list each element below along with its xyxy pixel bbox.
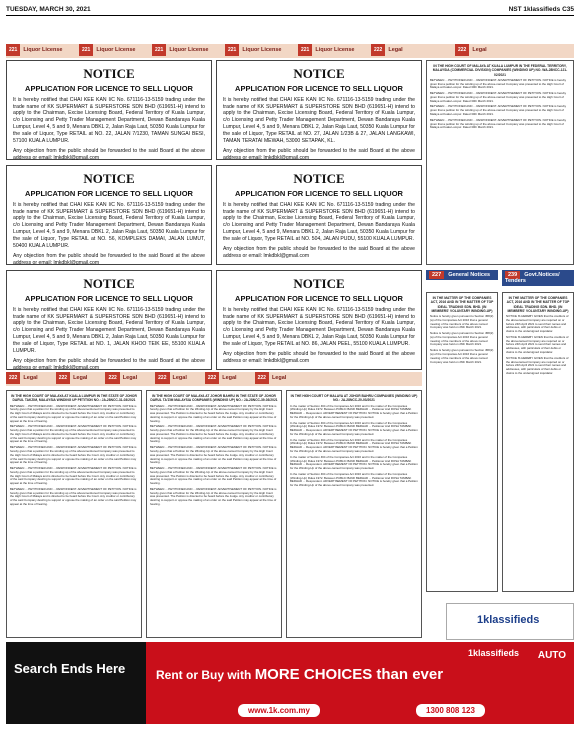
legal-bar xyxy=(6,372,422,386)
notice-body: It is hereby notified that CHAI KEE KAN I/C No. 671116-13-5159 trading under the trade name of KK SUPERMART & SUPERSTORE SDN BHD (619651-H) intend to apply to the Chairman, Excise Licensing Board, Federal Territory of Kuala Lumpur, c/o Licensing and Petty Trader Management Department, Dewan Bandaraya Kuala Lumpur, Level 4, 5 and 9, Menara DBKL 2, Jalan Raja Laut, 50350 Kuala Lumpur for the sale of Liquor, Type RETAIL at NO. 22, JALAN 7/1230, TAMAN SUNGAI BESI, 57100 KUALA LUMPUR. xyxy=(13,96,205,144)
notice-title: IN THE MATTER OF THE COMPANIES ACT, 2016 AND IN THE MATTER OF TOP IDEAL TRADING SDN. BHD. (IN MEMBERS' VOLUNTARY WINDING-UP) xyxy=(506,296,570,313)
notice-subheading: APPLICATION FOR LICENCE TO SELL LIQUOR xyxy=(235,83,403,93)
legal-text: BETWEEN ... PETITIONER AND ... RESPONDENT. ADVERTISEMENT OF PETITION. NOTICE is hereby given that a Petition for the Winding-Up of the above-named Company by the High Court was presented. The Petition is directed to be heard before the Judge. Any creditor or contributory desiring to support or oppose the making of an order on the said Petition may appear at the time of hearing. xyxy=(150,466,277,486)
category-label: Liquor License xyxy=(315,47,355,53)
notice-body: It is hereby notified that CHAI KEE KAN I/C No. 671116-13-5159 trading under the trade name of KK SUPERMART & SUPERSTORE SDN BHD (619651-H) intend to apply to the Chairman, Excise Licensing Board, Federal Territory of Kuala Lumpur, c/o Licensing and Petty Trader Management Department, Dewan Bandaraya Kuala Lumpur, Level 4, 5 and 9, Menara DBKL 2, Jalan Raja Laut, 50350 Kuala Lumpur for the sale of Liquor, Type RETAIL at NO. 1, JALAN KHOO TEIK EE, 55100 KUALA LUMPUR. xyxy=(13,306,205,354)
category-item xyxy=(298,44,361,56)
liquor-notice xyxy=(216,165,422,265)
auto-label: AUTO xyxy=(537,650,566,661)
section-label: General Notices xyxy=(448,272,491,278)
category-code: 221 xyxy=(298,44,312,56)
notice-text: NOTICE IS HEREBY GIVEN that the creditors of the abovenamed Company are required on or before 24th April 2021 to send their names and addresses, with particulars of their debts or claims to the undersigned Liquidator. xyxy=(506,334,569,355)
legal-text: BETWEEN ... PETITIONER AND ... RESPONDENT. ADVERTISEMENT OF PETITION. NOTICE is hereby given that a petition for the winding up of the above-named Company was presented to the High Court of Malaya at Kuala Lumpur. Dated 30th March 2021. xyxy=(430,91,567,103)
legal-code: 222 xyxy=(205,372,219,384)
auto-banner-ad[interactable] xyxy=(6,642,574,724)
legal-title: IN THE HIGH COURT OF MALAYA AT KUALA LUMPUR IN THE FEDERAL TERRITORY, MALAYSIA (COMMERCIAL DIVISION) COMPANIES (WINDING UP) NO. WA-28NCC-121-02/2021 xyxy=(432,64,568,77)
notice-text: Notice is hereby given pursuant to Section 458(2)(a) of the Companies Act 2016 that a general meeting of the members of the above named Company was held on 26th March 2021. xyxy=(430,331,494,347)
notice-heading: NOTICE xyxy=(293,66,345,81)
legal-text: In the matter of Section 464 of the Companies Act 2016 and In the matter of the Companies (Winding-Up) Rules 1972. Between PUBLIC BANK BERHAD ... Petitioner And ROSA TAMBAK BERHAD ... Respondent. ADVERTISEMENT OF PETITION. NOTICE is hereby given that a Petition for the Winding-Up of the above-named Company was presented. xyxy=(290,420,418,436)
notice-body: It is hereby notified that CHAI KEE KAN I/C No. 671116-13-5159 trading under the trade name of KK SUPERMART & SUPERSTORE SDN BHD (619651-H) intend to apply to the Chairman, Excise Licensing Board, Federal Territory of Kuala Lumpur, c/o Licensing and Petty Trader Management Department, Dewan Bandaraya Kuala Lumpur, Level 4, 5 and 9, Menara DBKL 2, Jalan Raja Laut, 50350 Kuala Lumpur for the sale of Liquor, Type RETAIL at NO. 86, JALAN PEEL, 55100 KUALA LUMPUR. xyxy=(223,306,415,348)
legal-title: IN THE HIGH COURT OF MALAYA AT JOHOR BAHRU IN THE STATE OF JOHOR DARUL TA'ZIM MALAYSIA COMPANIES (WINDING UP) NO.: JA-28NCC-39-03/2021 xyxy=(150,394,278,403)
category-label: Liquor License xyxy=(23,47,63,53)
notice-heading: NOTICE xyxy=(83,171,135,186)
notice-heading: NOTICE xyxy=(83,276,135,291)
legal-bar-item xyxy=(255,372,287,384)
notice-title: IN THE MATTER OF THE COMPANIES ACT, 2016 AND IN THE MATTER OF TOP IDEAL TRADING SDN. BHD. (IN MEMBERS' VOLUNTARY WINDING-UP) xyxy=(430,296,494,313)
notice-body: It is hereby notified that CHAI KEE KAN I/C No. 671116-13-5159 trading under the trade name of KK SUPERMART & SUPERSTORE SDN BHD (619651-H) intend to apply to the Chairman, Excise Licensing Board, Federal Territory of Kuala Lumpur, c/o Licensing and Petty Trader Management Department, Dewan Bandaraya Kuala Lumpur, Level 4, 5 and 9, Menara DBKL 2, Jalan Raja Laut, 50350 Kuala Lumpur for the sale of Liquor, Type RETAIL at NO. 27, JALAN 1/23B & 27, JALAN LANGKAWI, TAMAN TERATAI MEWAH, 53000 SETAPAK, KL. xyxy=(223,96,415,144)
liquor-notice xyxy=(216,270,422,370)
legal-text: BETWEEN ... PETITIONER AND ... RESPONDENT. ADVERTISEMENT OF PETITION. NOTICE is hereby given that a petition for the winding up of the above-named Company was presented to the High Court of Malaya at Kuala Lumpur. Dated 30th March 2021. xyxy=(430,104,567,116)
legal-text: BETWEEN ... PETITIONER AND ... RESPONDENT. ADVERTISEMENT OF PETITION. NOTICE is hereby given that a petition for the winding up of the abovementioned Company was presented to the High Court of Malaya and is directed to be heard before the Court. Any creditor or contributory of the said Company desiring to support or oppose the making of an order on the said Petition may appear at the time of hearing. xyxy=(10,424,137,444)
section-govt-notices xyxy=(502,270,574,286)
notice-heading: NOTICE xyxy=(293,276,345,291)
legal-code: 222 xyxy=(56,372,70,384)
notice-subheading: APPLICATION FOR LICENCE TO SELL LIQUOR xyxy=(25,293,193,303)
notice-body: It is hereby notified that CHAI KEE KAN I/C No. 671116-13-5159 trading under the trade name of KK SUPERMART & SUPERSTORE SDN BHD (619651-H) intend to apply to the Chairman, Excise Licensing Board, Federal Territory of Kuala Lumpur, c/o Licensing and Petty Trader Management Department, Dewan Bandaraya Kuala Lumpur, Level 4, 5 and 9, Menara DBKL 2, Jalan Raja Laut, 50350 Kuala Lumpur for the sale of Liquor, Type RETAIL at NO. 504, JALAN PUDU, 55100 KUALA LUMPUR. xyxy=(223,201,415,243)
category-code: 221 xyxy=(79,44,93,56)
legal-label: Legal xyxy=(73,375,88,381)
liquor-notice xyxy=(6,270,212,370)
legal-code: 222 xyxy=(255,372,269,384)
legal-text: In the matter of Section 464 of the Companies Act 2016 and In the matter of the Companies (Winding-Up) Rules 1972. Between PUBLIC BANK BERHAD ... Petitioner And ROSA TAMBAK BERHAD ... Respondent. ADVERTISEMENT OF PETITION. NOTICE is hereby given that a Petition for the Winding-Up of the above-named Company was presented. xyxy=(290,437,418,453)
legal-text: BETWEEN ... PETITIONER AND ... RESPONDENT. ADVERTISEMENT OF PETITION. NOTICE is hereby given that a petition for the winding up of the above-named Company was presented to the High Court of Malaya at Kuala Lumpur. Dated 30th March 2021. xyxy=(430,117,567,130)
legal-text: BETWEEN ... PETITIONER AND ... RESPONDENT. ADVERTISEMENT OF PETITION. NOTICE is hereby given that a Petition for the Winding-Up of the above-named Company by the High Court was presented. The Petition is directed to be heard before the Judge. Any creditor or contributory desiring to support or oppose the making of an order on the said Petition may appear at the time of hearing. xyxy=(150,445,277,465)
legal-label: Legal xyxy=(271,375,287,381)
section-code: 227 xyxy=(429,271,444,279)
category-label: Liquor License xyxy=(96,47,136,53)
legal-bar-item xyxy=(56,372,88,384)
legal-text: In the matter of Section 464 of the Companies Act 2016 and In the matter of the Companies (Winding-Up) Rules 1972. Between PUBLIC BANK BERHAD ... Petitioner And ROSA TAMBAK BERHAD ... Respondent. ADVERTISEMENT OF PETITION. NOTICE is hereby given that a Petition for the Winding-Up of the above-named Company was presented. xyxy=(290,471,418,488)
notice-heading: NOTICE xyxy=(293,171,345,186)
category-code: 221 xyxy=(225,44,239,56)
banner-logo: 1klassifieds xyxy=(468,648,520,658)
legal-text: BETWEEN ... PETITIONER AND ... RESPONDENT. ADVERTISEMENT OF PETITION. NOTICE is hereby given that a Petition for the Winding-Up of the above-named Company by the High Court was presented. The Petition is directed to be heard before the Judge. Any creditor or contributory desiring to support or oppose the making of an order on the said Petition may appear at the time of hearing. xyxy=(150,403,277,423)
category-item xyxy=(225,44,288,56)
legal-text: BETWEEN ... PETITIONER AND ... RESPONDENT. ADVERTISEMENT OF PETITION. NOTICE is hereby given that a petition for the winding up of the above-named Company was presented to the High Court of Malaya at Kuala Lumpur. Dated 30th March 2021. xyxy=(430,77,567,90)
legal-label: Legal xyxy=(122,375,138,381)
general-notice-2 xyxy=(502,292,574,592)
website-link[interactable]: www.1k.com.my xyxy=(238,704,320,717)
legal-text: BETWEEN ... PETITIONER AND ... RESPONDENT. ADVERTISEMENT OF PETITION. NOTICE is hereby given that a Petition for the Winding-Up of the above-named Company by the High Court was presented. The Petition is directed to be heard before the Judge. Any creditor or contributory desiring to support or oppose the making of an order on the said Petition may appear at the time of hearing. xyxy=(150,486,277,506)
general-notice-1 xyxy=(426,292,498,592)
category-code: 221 xyxy=(6,44,20,56)
legal-label: Legal xyxy=(172,375,187,381)
search-ends-here: Search Ends Here xyxy=(6,642,146,724)
notice-subheading: APPLICATION FOR LICENCE TO SELL LIQUOR xyxy=(25,188,193,198)
legal-column xyxy=(6,390,142,638)
section-general-notices xyxy=(426,270,498,280)
legal-column xyxy=(286,390,422,638)
legal-code: 222 xyxy=(155,372,169,384)
page-label: NST 1klassifieds C35 xyxy=(508,6,574,13)
notice-text: Notice is hereby given pursuant to Section 458(2)(a) of the Companies Act 2016 that a general meeting of the members of the above named Company was held on 26th March 2021. xyxy=(430,348,494,364)
notice-text: NOTICE IS HEREBY GIVEN that the creditors of the abovenamed Company are required on or before 24th April 2021 to send their names and addresses, with particulars of their debts or claims to the undersigned Liquidator. xyxy=(506,355,569,375)
legal-bar-item xyxy=(6,372,38,384)
category-label: Legal xyxy=(472,47,487,53)
klassifieds-logo: 1klassifieds xyxy=(477,614,540,626)
category-code: 222 xyxy=(455,44,469,56)
legal-text: BETWEEN ... PETITIONER AND ... RESPONDENT. ADVERTISEMENT OF PETITION. NOTICE is hereby given that a Petition for the Winding-Up of the above-named Company by the High Court was presented. The Petition is directed to be heard before the Judge. Any creditor or contributory desiring to support or oppose the making of an order on the said Petition may appear at the time of hearing. xyxy=(150,424,277,444)
category-label: Liquor License xyxy=(242,47,282,53)
legal-notice-right xyxy=(426,60,574,265)
legal-title: IN THE HIGH COURT OF MALAYA AT KUALA LUMPUR IN THE STATE OF JOHOR DARUL TAKZIM, MALAYSIA WINDING UP PETITION NO.: JA-28NCC-31-03/2021 xyxy=(11,394,137,403)
section-code: 239 xyxy=(505,271,520,279)
liquor-notice xyxy=(6,165,212,265)
legal-text: In the matter of Section 464 of the Companies Act 2016 and In the matter of the Companies (Winding-Up) Rules 1972. Between PUBLIC BANK BERHAD ... Petitioner And ROSA TAMBAK BERHAD ... Respondent. ADVERTISEMENT OF PETITION. NOTICE is hereby given that a Petition for the Winding-Up of the above-named Company was presented. xyxy=(290,454,418,471)
category-code: 221 xyxy=(152,44,166,56)
notice-subheading: APPLICATION FOR LICENCE TO SELL LIQUOR xyxy=(235,293,403,303)
rent-buy-text xyxy=(156,666,443,683)
category-label: Legal xyxy=(388,47,403,53)
notice-subheading: APPLICATION FOR LICENCE TO SELL LIQUOR xyxy=(235,188,403,198)
notice-subheading: APPLICATION FOR LICENCE TO SELL LIQUOR xyxy=(25,83,193,93)
legal-bar-item xyxy=(105,372,137,384)
issue-date: TUESDAY, MARCH 30, 2021 xyxy=(6,6,91,13)
notice-body: It is hereby notified that CHAI KEE KAN I/C No. 671116-13-5159 trading under the trade name of KK SUPERMART & SUPERSTORE SDN BHD (619651-H) intend to apply to the Chairman, Excise Licensing Board, Federal Territory of Kuala Lumpur, c/o Licensing and Petty Trader Management Department, Dewan Bandaraya Kuala Lumpur, Level 4, 5 and 9, Menara DBKL 2, Jalan Raja Laut, 50350 Kuala Lumpur for the sale of Liquor, Type RETAIL at NO. 56, KOMPLEKS DAMAI, JALAN LUMUT, 50400 KUALA LUMPUR. xyxy=(13,201,205,249)
legal-bar-item xyxy=(155,372,187,384)
legal-text: BETWEEN ... PETITIONER AND ... RESPONDENT. ADVERTISEMENT OF PETITION. NOTICE is hereby given that a petition for the winding up of the abovementioned Company was presented to the High Court of Malaya and is directed to be heard before the Court. Any creditor or contributory of the said Company desiring to support or oppose the making of an order on the said Petition may appear at the time of hearing. xyxy=(10,403,137,423)
section-label: Govt.Notices/ Tenders xyxy=(505,272,560,284)
category-code: 222 xyxy=(371,44,385,56)
page-header xyxy=(6,4,574,16)
rent-label: Rent or Buy with xyxy=(156,668,252,682)
legal-code: 222 xyxy=(105,372,119,384)
category-item xyxy=(152,44,215,56)
legal-label: Legal xyxy=(23,375,38,381)
legal-text: BETWEEN ... PETITIONER AND ... RESPONDENT. ADVERTISEMENT OF PETITION. NOTICE is hereby given that a petition for the winding up of the abovementioned Company was presented to the High Court of Malaya and is directed to be heard before the Court. Any creditor or contributory of the said Company desiring to support or oppose the making of an order on the said Petition may appear at the time of hearing. xyxy=(10,486,137,506)
category-label: Liquor License xyxy=(169,47,209,53)
category-item xyxy=(79,44,142,56)
category-item xyxy=(6,44,69,56)
notice-footer: Any objection from the public should be forwarded to the said Board at the above address or email: lmkdbkl@gmail.com xyxy=(223,350,415,364)
legal-text: BETWEEN ... PETITIONER AND ... RESPONDENT. ADVERTISEMENT OF PETITION. NOTICE is hereby given that a petition for the winding up of the abovementioned Company was presented to the High Court of Malaya and is directed to be heard before the Court. Any creditor or contributory of the said Company desiring to support or oppose the making of an order on the said Petition may appear at the time of hearing. xyxy=(10,466,137,486)
legal-bar-item xyxy=(205,372,237,384)
liquor-notice xyxy=(6,60,212,160)
notice-text: Notice is hereby given pursuant to Section 458(2)(a) of the Companies Act 2016 that a general meeting of the members of the above named Company was held on 26th March 2021. xyxy=(430,314,494,330)
legal-label: Legal xyxy=(222,375,237,381)
legal-text: In the matter of Section 464 of the Companies Act 2016 and In the matter of the Companies (Winding-Up) Rules 1972. Between PUBLIC BANK BERHAD ... Petitioner And ROSA TAMBAK BERHAD ... Respondent. ADVERTISEMENT OF PETITION. NOTICE is hereby given that a Petition for the Winding-Up of the above-named Company was presented. xyxy=(290,403,418,419)
category-bar xyxy=(6,44,574,58)
legal-column xyxy=(146,390,282,638)
phone-number[interactable]: 1300 808 123 xyxy=(416,704,485,717)
notice-footer: Any objection from the public should be forwarded to the said Board at the above address or email: lmkdbkl@gmail.com xyxy=(223,147,415,161)
klassifieds-ad[interactable] xyxy=(446,603,574,640)
category-item xyxy=(371,44,445,56)
notice-text: NOTICE IS HEREBY GIVEN that the creditors of the abovenamed Company are required on or before 24th April 2021 to send their names and addresses, with particulars of their debts or claims to the undersigned Liquidator. xyxy=(506,314,569,334)
notice-footer: Any objection from the public should be forwarded to the said Board at the above address or email: lmkdbkl@gmail.com xyxy=(13,147,205,161)
legal-code: 222 xyxy=(6,372,20,384)
more-choices-label: MORE CHOICES than ever xyxy=(254,666,444,683)
legal-text: BETWEEN ... PETITIONER AND ... RESPONDENT. ADVERTISEMENT OF PETITION. NOTICE is hereby given that a petition for the winding up of the abovementioned Company was presented to the High Court of Malaya and is directed to be heard before the Court. Any creditor or contributory of the said Company desiring to support or oppose the making of an order on the said Petition may appear at the time of hearing. xyxy=(10,445,137,465)
notice-footer: Any objection from the public should be forwarded to the said Board at the above address or email: lmkdbkl@gmail.com xyxy=(13,252,205,266)
legal-title: IN THE HIGH COURT OF MALAYA AT JOHOR BAHRU COMPANIES (WINDING UP) NO.: JA-28NCC-20-03/2021 xyxy=(290,394,418,403)
category-item xyxy=(455,44,529,56)
notice-heading: NOTICE xyxy=(83,66,135,81)
liquor-notice xyxy=(216,60,422,160)
notice-footer: Any objection from the public should be forwarded to the said Board at the above address or email: lmkdbkl@gmail.com xyxy=(13,357,205,371)
notice-footer: Any objection from the public should be forwarded to the said Board at the above address or email: lmkdbkl@gmail.com xyxy=(223,245,415,259)
